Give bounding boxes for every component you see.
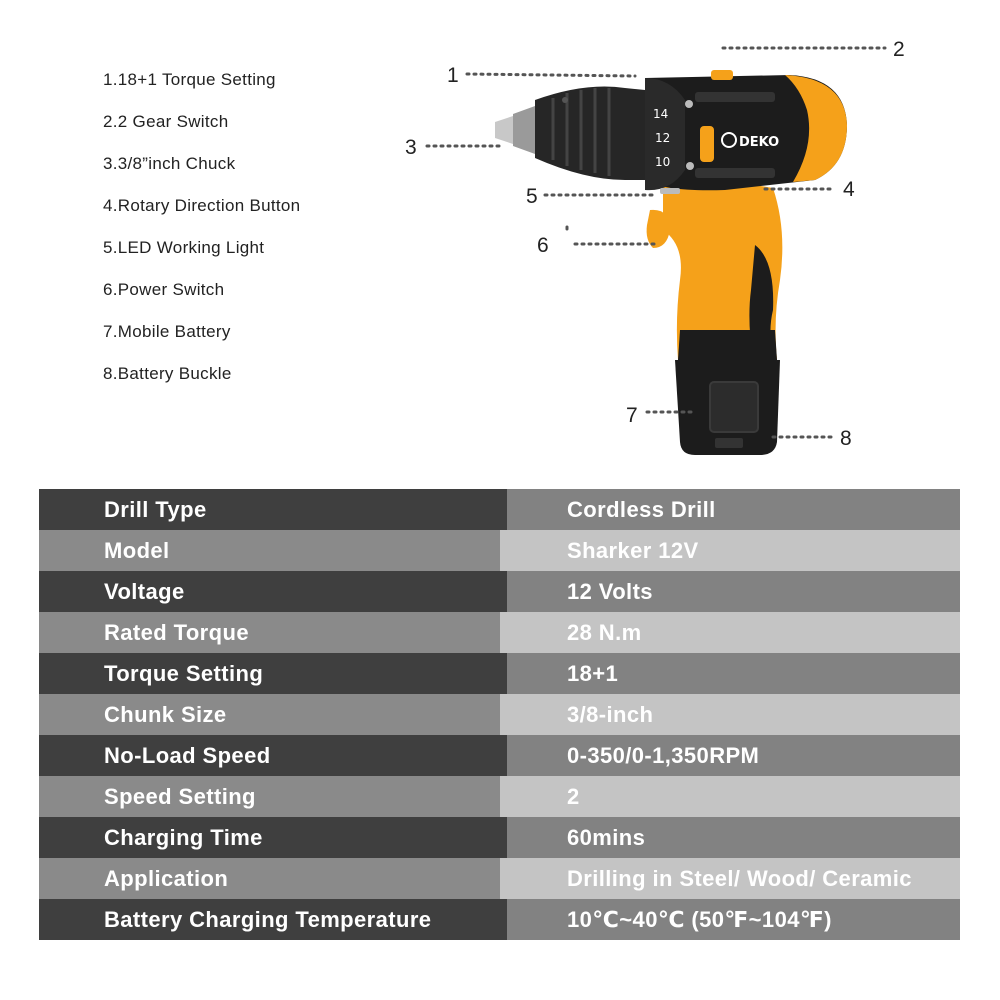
feature-item: 1.18+1 Torque Setting [103, 70, 276, 89]
spec-label: Chunk Size [39, 694, 500, 735]
table-row [39, 489, 960, 530]
clutch-number: 10 [655, 155, 671, 169]
callout-number: 3 [405, 136, 417, 159]
feature-item: 2.2 Gear Switch [103, 112, 229, 131]
table-row [39, 530, 960, 571]
spec-value: 0-350/0-1,350RPM [507, 735, 960, 776]
table-row [39, 899, 960, 940]
table-row [39, 653, 960, 694]
callout-number: 7 [626, 404, 638, 427]
spec-value: 18+1 [507, 653, 960, 694]
drill-handle [647, 180, 783, 360]
battery-pack [675, 360, 780, 455]
feature-item: 8.Battery Buckle [103, 364, 232, 383]
callout-number: 4 [843, 178, 855, 201]
spec-label: Speed Setting [39, 776, 500, 817]
feature-item: 4.Rotary Direction Button [103, 196, 301, 215]
spec-value: 28 N.m [500, 612, 960, 653]
callout-line [467, 74, 635, 76]
spec-value: 2 [500, 776, 960, 817]
spec-label: Drill Type [39, 489, 507, 530]
spec-value: Drilling in Steel/ Wood/ Ceramic [500, 858, 960, 899]
spec-value: Cordless Drill [507, 489, 960, 530]
led-light [660, 188, 680, 194]
table-row [39, 858, 960, 899]
spec-value: 12 Volts [507, 571, 960, 612]
feature-item: 7.Mobile Battery [103, 322, 231, 341]
spec-value: 10℃~40℃ (50℉~104℉) [507, 899, 960, 940]
drill-illustration [395, 30, 935, 460]
callout-number: 2 [893, 38, 905, 61]
feature-item: 5.LED Working Light [103, 238, 265, 257]
callout-number: 1 [447, 64, 459, 87]
feature-item: 6.Power Switch [103, 280, 225, 299]
spec-value: 60mins [507, 817, 960, 858]
spec-label: Voltage [39, 571, 507, 612]
spec-label: Rated Torque [39, 612, 500, 653]
spec-label: Battery Charging Temperature [39, 899, 507, 940]
spec-table [39, 489, 960, 940]
clutch-number: 12 [655, 131, 671, 145]
table-row [39, 571, 960, 612]
spec-value: 3/8-inch [500, 694, 960, 735]
brand-logo: DEKO [739, 135, 780, 150]
table-row [39, 776, 960, 817]
spec-label: Torque Setting [39, 653, 507, 694]
feature-item: 3.3/8”inch Chuck [103, 154, 236, 173]
callout-number: 5 [526, 185, 538, 208]
spec-label: Model [39, 530, 500, 571]
chuck [495, 87, 645, 181]
table-row [39, 735, 960, 776]
callout-line [567, 227, 657, 244]
table-row [39, 694, 960, 735]
spec-label: Application [39, 858, 500, 899]
callout-number: 6 [537, 234, 549, 257]
spec-label: Charging Time [39, 817, 507, 858]
clutch-number: 14 [653, 107, 669, 121]
spec-label: No-Load Speed [39, 735, 507, 776]
spec-value: Sharker 12V [500, 530, 960, 571]
gear-switch [711, 70, 733, 80]
table-row [39, 817, 960, 858]
callout-number: 8 [840, 427, 852, 450]
feature-list [103, 68, 300, 404]
table-row [39, 612, 960, 653]
